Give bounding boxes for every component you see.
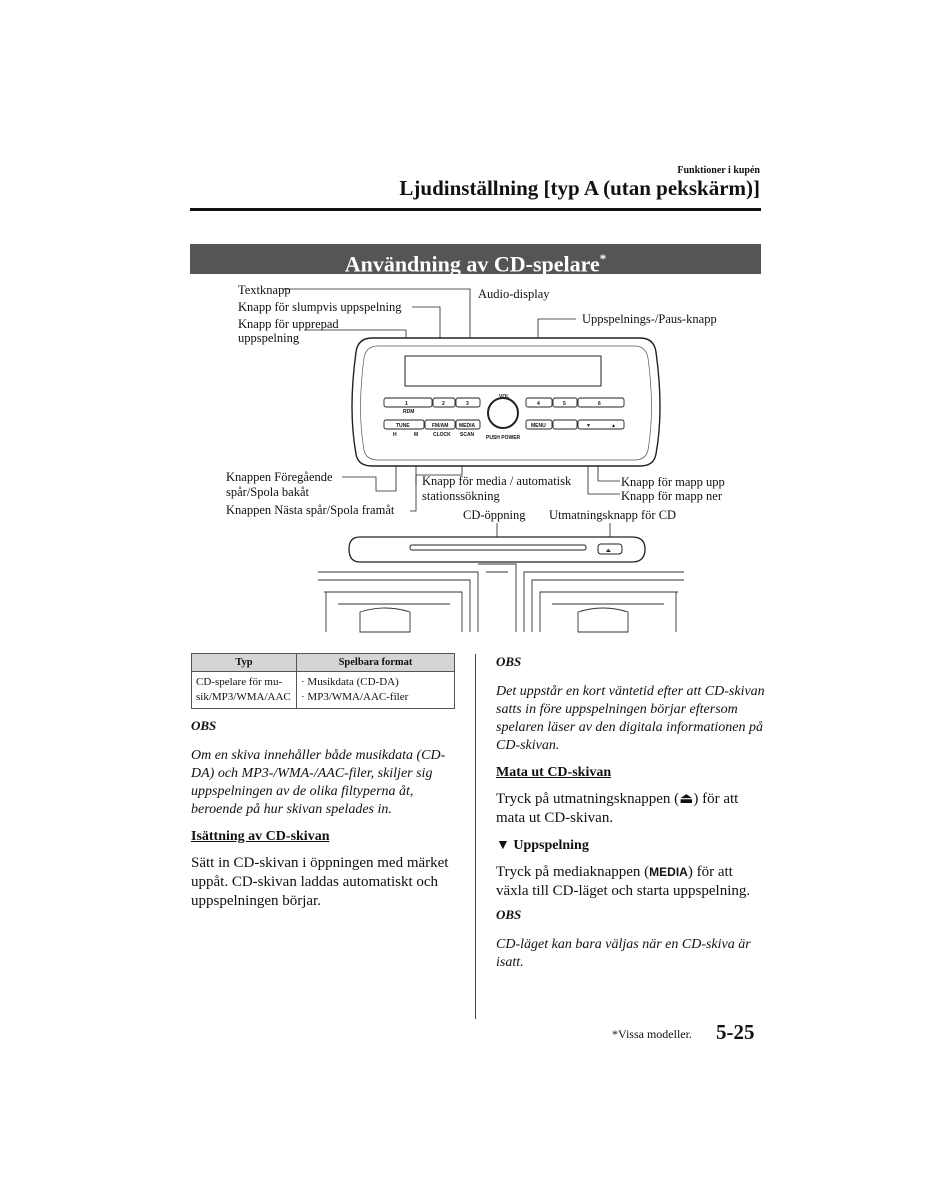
label-text-button: Textknapp <box>238 283 291 297</box>
media-key-label: MEDIA <box>649 865 688 879</box>
menu-label: MENU <box>531 423 546 429</box>
label-play-pause: Uppspelnings-/Paus-knapp <box>582 312 717 326</box>
eject-heading: Mata ut CD-skivan <box>496 765 612 780</box>
rdm-label: RDM <box>403 409 415 415</box>
preset-2-label: 2 <box>442 401 445 407</box>
folder-down-glyph: ▼ <box>586 423 591 429</box>
chapter-title: Ljudinställning [typ A (utan pekskärm)] <box>399 176 760 200</box>
preset-5-label: 5 <box>563 401 566 407</box>
preset-3-label: 3 <box>466 401 469 407</box>
preset-6-button[interactable] <box>578 398 624 407</box>
page-number: 5-25 <box>716 1020 755 1044</box>
label-prev-1: Knappen Föregående <box>226 470 333 484</box>
play-heading: ▼ Uppspelning <box>496 838 589 853</box>
label-repeat-1: Knapp för upprepad <box>238 317 339 331</box>
folder-button[interactable] <box>578 420 624 429</box>
preset-4-label: 4 <box>537 401 540 407</box>
format-item-1: Musikdata (CD-DA) <box>307 676 399 688</box>
title-rule <box>190 208 761 211</box>
fmam-label: FM/AM <box>432 423 449 429</box>
cd-slot <box>410 545 586 550</box>
label-repeat-2: uppspelning <box>238 331 300 345</box>
obs-2-title: OBS <box>496 654 522 669</box>
insert-heading: Isättning av CD-skivan <box>191 829 330 844</box>
banner-mark: * <box>599 251 607 266</box>
insert-text: Sätt in CD-skivan i öppningen med märket uppåt. CD-skivan laddas automatiskt och uppspelningen börjar. <box>191 855 449 909</box>
table-cell-formats: · Musikdata (CD-DA) · MP3/WMA/AAC-filer <box>297 672 455 709</box>
tune-label: TUNE <box>396 423 410 429</box>
eject-text-b: ) för att mata ut CD-skivan. <box>496 791 739 826</box>
table-header-type: Typ <box>192 654 297 672</box>
label-random: Knapp för slumpvis uppspelning <box>238 300 402 314</box>
obs-3-title: OBS <box>496 907 522 922</box>
eject-icon: ⏏ <box>606 548 611 554</box>
label-eject: Utmatningsknapp för CD <box>549 508 677 522</box>
format-item-2: MP3/WMA/AAC-filer <box>307 691 409 703</box>
footnote: *Vissa modeller. <box>612 1027 692 1041</box>
scan-label: SCAN <box>460 432 475 438</box>
table-cell-type <box>192 672 297 709</box>
eject-text-a: Tryck på utmatningsknappen ( <box>496 791 680 807</box>
vol-label: VOL <box>499 394 510 400</box>
preset-1-button[interactable] <box>384 398 432 407</box>
eject-symbol: ⏏ <box>679 791 694 807</box>
folder-up-glyph: ▲ <box>611 423 616 429</box>
play-text <box>496 863 766 901</box>
left-column <box>191 718 456 911</box>
type-line-2: sik/MP3/WMA/AAC <box>196 691 291 703</box>
table-row <box>192 672 455 709</box>
section-name: Funktioner i kupén <box>677 165 760 176</box>
blank-button[interactable] <box>553 420 577 429</box>
label-audio-display: Audio-display <box>478 287 550 301</box>
h-label: H <box>393 432 397 438</box>
obs-3-text: CD-läget kan bara väljas när en CD-skiva är isatt. <box>496 937 751 970</box>
type-line-1: CD-spelare för mu- <box>196 676 283 688</box>
media-label: MEDIA <box>459 423 476 429</box>
label-cd-slot: CD-öppning <box>463 508 526 522</box>
label-media-2: stationssökning <box>422 489 500 503</box>
table-header-formats: Spelbara format <box>297 654 455 672</box>
push-power-label: PUSH POWER <box>486 435 521 441</box>
banner-title: Användning av CD-spelare <box>344 251 600 277</box>
m-label: M <box>414 432 419 438</box>
eject-text <box>496 790 766 828</box>
section-banner <box>190 244 761 277</box>
volume-knob[interactable] <box>488 398 518 428</box>
preset-6-label: 6 <box>598 401 601 407</box>
play-text-a: Tryck på mediaknappen ( <box>496 864 650 880</box>
obs-1-title: OBS <box>191 718 217 733</box>
label-media-1: Knapp för media / automatisk <box>422 474 572 488</box>
obs-1-text: Om en skiva innehåller både musikdata (CD-DA) och MP3-/WMA-/AAC-filer, skiljer sig uppspelningen av de olika filtyperna åt, beroende på hur skivan spelades in. <box>191 748 446 817</box>
format-table <box>191 653 455 709</box>
air-vents <box>318 564 684 632</box>
label-folder-down: Knapp för mapp ner <box>621 489 723 503</box>
preset-1-label: 1 <box>405 401 408 407</box>
obs-2-text: Det uppstår en kort väntetid efter att CD-skivan satts in före uppspelningen börjar eftersom spelaren läser av den digitala informationen på CD-skivan. <box>496 684 765 753</box>
label-folder-up: Knapp för mapp upp <box>621 475 725 489</box>
audio-display <box>405 356 601 386</box>
label-prev-2: spår/Spola bakåt <box>226 485 309 499</box>
play-text-b: ) för att växla till CD-läget och starta uppspelning. <box>496 864 751 899</box>
right-column <box>496 654 766 972</box>
audio-unit-diagram <box>0 280 925 640</box>
column-divider <box>475 654 476 1019</box>
clock-label: CLOCK <box>433 432 451 438</box>
label-next: Knappen Nästa spår/Spola framåt <box>226 503 395 517</box>
